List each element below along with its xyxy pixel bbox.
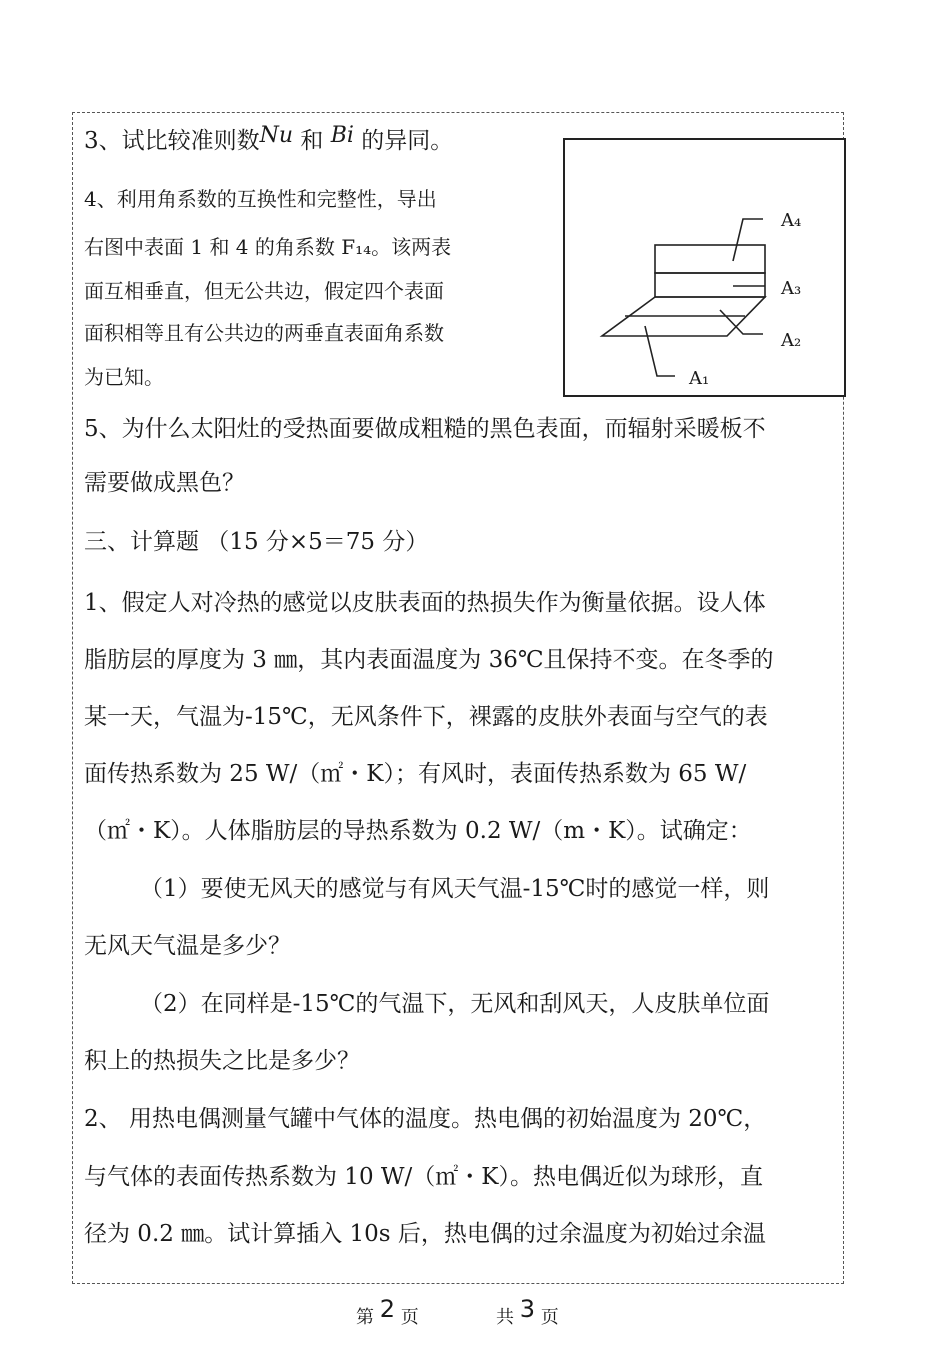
total-num-handwritten: 3 [519, 1295, 536, 1323]
calc2-line: 2、 用热电偶测量气罐中气体的温度。热电偶的初始温度为 20℃， [84, 1106, 767, 1132]
surfaces-figure [563, 138, 846, 397]
q5-line: 需要做成黑色？ [84, 470, 245, 496]
leader-a1 [645, 326, 675, 376]
q4-line: 4、利用角系数的互换性和完整性，导出 [84, 187, 437, 211]
calc2-line: 径为 0.2 ㎜。试计算插入 10s 后，热电偶的过余温度为初始过余温 [84, 1221, 766, 1247]
calc1-sub1: 无风天气温是多少？ [84, 933, 291, 959]
nu-symbol: Nu [259, 123, 294, 148]
total-pages: 共 3 页 [496, 1295, 559, 1328]
label-a4: A₄ [781, 210, 802, 231]
page-num-handwritten: 2 [379, 1295, 396, 1323]
calc1-line: 某一天，气温为-15℃，无风条件下，裸露的皮肤外表面与空气的表 [84, 704, 768, 730]
calc1-line: 1、假定人对冷热的感觉以皮肤表面的热损失作为衡量依据。设人体 [84, 590, 766, 616]
label-a2: A₂ [781, 330, 802, 351]
q4-line: 面互相垂直，但无公共边，假定四个表面 [84, 279, 444, 303]
bi-symbol: Bi [330, 123, 354, 148]
surfaces-diagram [565, 140, 848, 399]
calc1-sub2: 积上的热损失之比是多少？ [84, 1048, 360, 1074]
calc1-line: 面传热系数为 25 W/（㎡・K）；有风时，表面传热系数为 65 W/ [84, 761, 747, 787]
q4-line: 右图中表面 1 和 4 的角系数 F₁₄。该两表 [84, 235, 452, 259]
q4-line: 面积相等且有公共边的两垂直表面角系数 [84, 321, 444, 345]
label-a1: A₁ [689, 368, 710, 389]
calc1-sub1: （1）要使无风天的感觉与有风天气温-15℃时的感觉一样，则 [140, 876, 770, 902]
q5-line: 5、为什么太阳灶的受热面要做成粗糙的黑色表面，而辐射采暖板不 [84, 416, 766, 442]
calc1-line: （㎡・K）。人体脂肪层的导热系数为 0.2 W/（m・K）。试确定： [84, 818, 752, 844]
leader-a4 [733, 219, 763, 261]
question-3 [84, 123, 454, 157]
section-3-title: 三、计算题 （15 分×5＝75 分） [84, 529, 429, 555]
q3-suffix: 的异同。 [361, 128, 454, 154]
surface-a4 [655, 245, 765, 273]
label-a3: A₃ [781, 278, 802, 299]
calc1-sub2: （2）在同样是-15℃的气温下，无风和刮风天，人皮肤单位面 [140, 991, 770, 1017]
q3-prefix: 3、试比较准则数 [84, 128, 260, 154]
calc1-line: 脂肪层的厚度为 3 ㎜，其内表面温度为 36℃且保持不变。在冬季的 [84, 647, 774, 673]
q4-line: 为已知。 [84, 365, 164, 389]
q3-and: 和 [300, 128, 324, 154]
page-number: 第 2 页 [356, 1295, 419, 1328]
surface-a3 [655, 273, 765, 297]
calc2-line: 与气体的表面传热系数为 10 W/（㎡・K）。热电偶近似为球形，直 [84, 1164, 763, 1190]
